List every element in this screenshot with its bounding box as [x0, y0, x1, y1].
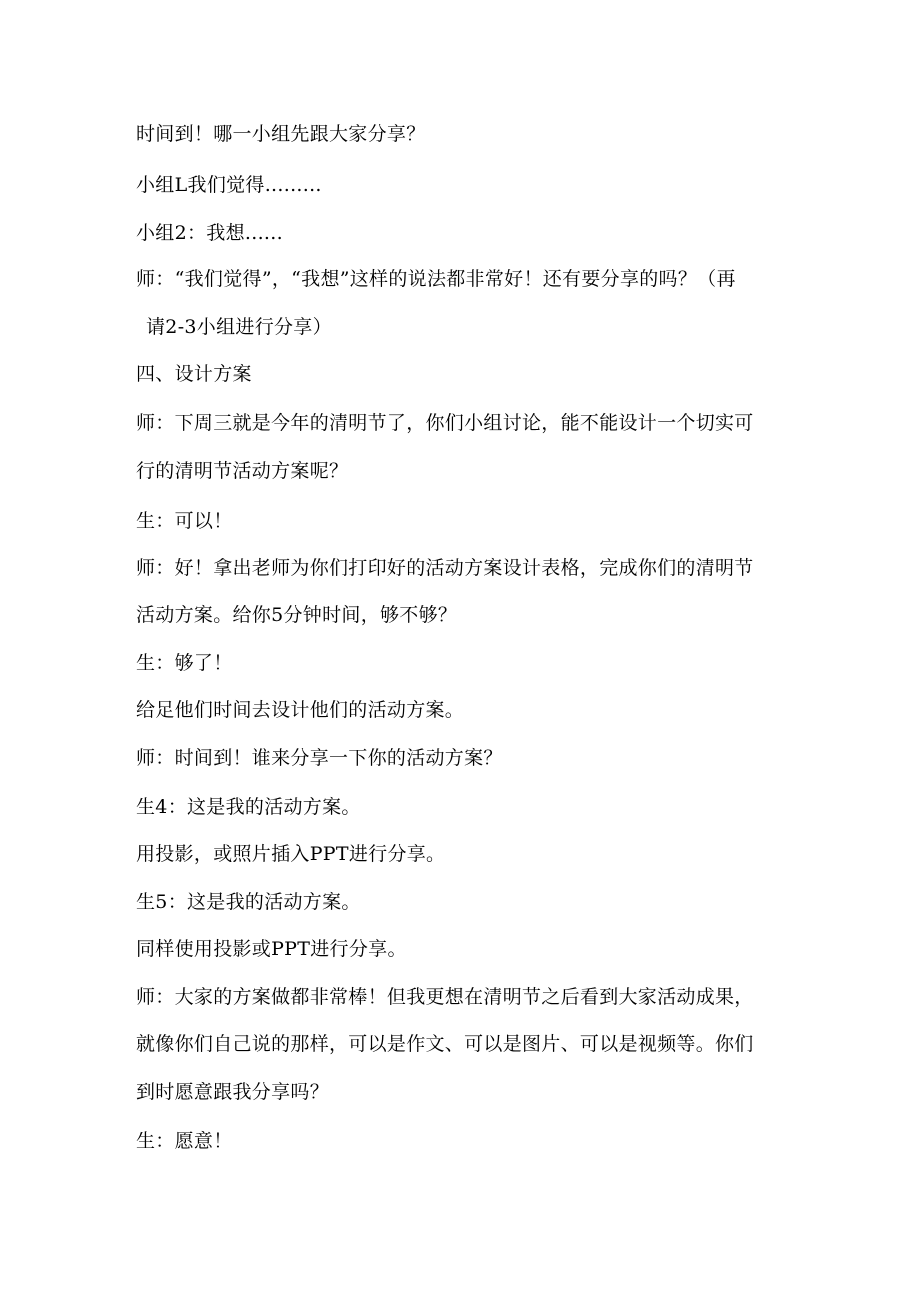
- text-line: 行的清明节活动方案呢？: [136, 460, 349, 482]
- text-line: 师：“我们觉得”，“我想”这样的说法都非常好！还有要分享的吗？（再: [136, 268, 736, 290]
- text-line: 到时愿意跟我分享吗？: [136, 1081, 330, 1103]
- text-line: 活动方案。给你5分钟时间，够不够？: [136, 604, 458, 626]
- text-line: 师：时间到！谁来分享一下你的活动方案？: [136, 747, 503, 769]
- text-line: 师：好！拿出老师为你们打印好的活动方案设计表格，完成你们的清明节: [136, 557, 754, 579]
- text-line: 同样使用投影或PPT进行分享。: [136, 938, 407, 960]
- text-line: 师：下周三就是今年的清明节了，你们小组讨论，能不能设计一个切实可: [136, 412, 754, 434]
- text-line: 就像你们自己说的那样，可以是作文、可以是图片、可以是视频等。你们: [136, 1033, 754, 1055]
- text-line: 生：可以！: [136, 510, 233, 532]
- section-heading: 四、设计方案: [136, 363, 252, 385]
- text-line: 生5：这是我的活动方案。: [136, 891, 361, 913]
- text-line: 请2-3小组进行分享）: [146, 316, 332, 338]
- text-line: 小组2：我想......: [136, 222, 283, 244]
- text-line: 给足他们时间去设计他们的活动方案。: [136, 699, 465, 721]
- text-line: 小组L我们觉得.........: [136, 174, 322, 196]
- text-line: 用投影，或照片插入PPT进行分享。: [136, 843, 446, 865]
- text-line: 时间到！哪一小组先跟大家分享？: [136, 123, 426, 145]
- text-line: 生：够了！: [136, 652, 233, 674]
- text-line: 生：愿意！: [136, 1130, 233, 1152]
- text-line: 生4：这是我的活动方案。: [136, 796, 361, 818]
- text-line: 师：大家的方案做都非常棒！但我更想在清明节之后看到大家活动成果，: [136, 986, 754, 1008]
